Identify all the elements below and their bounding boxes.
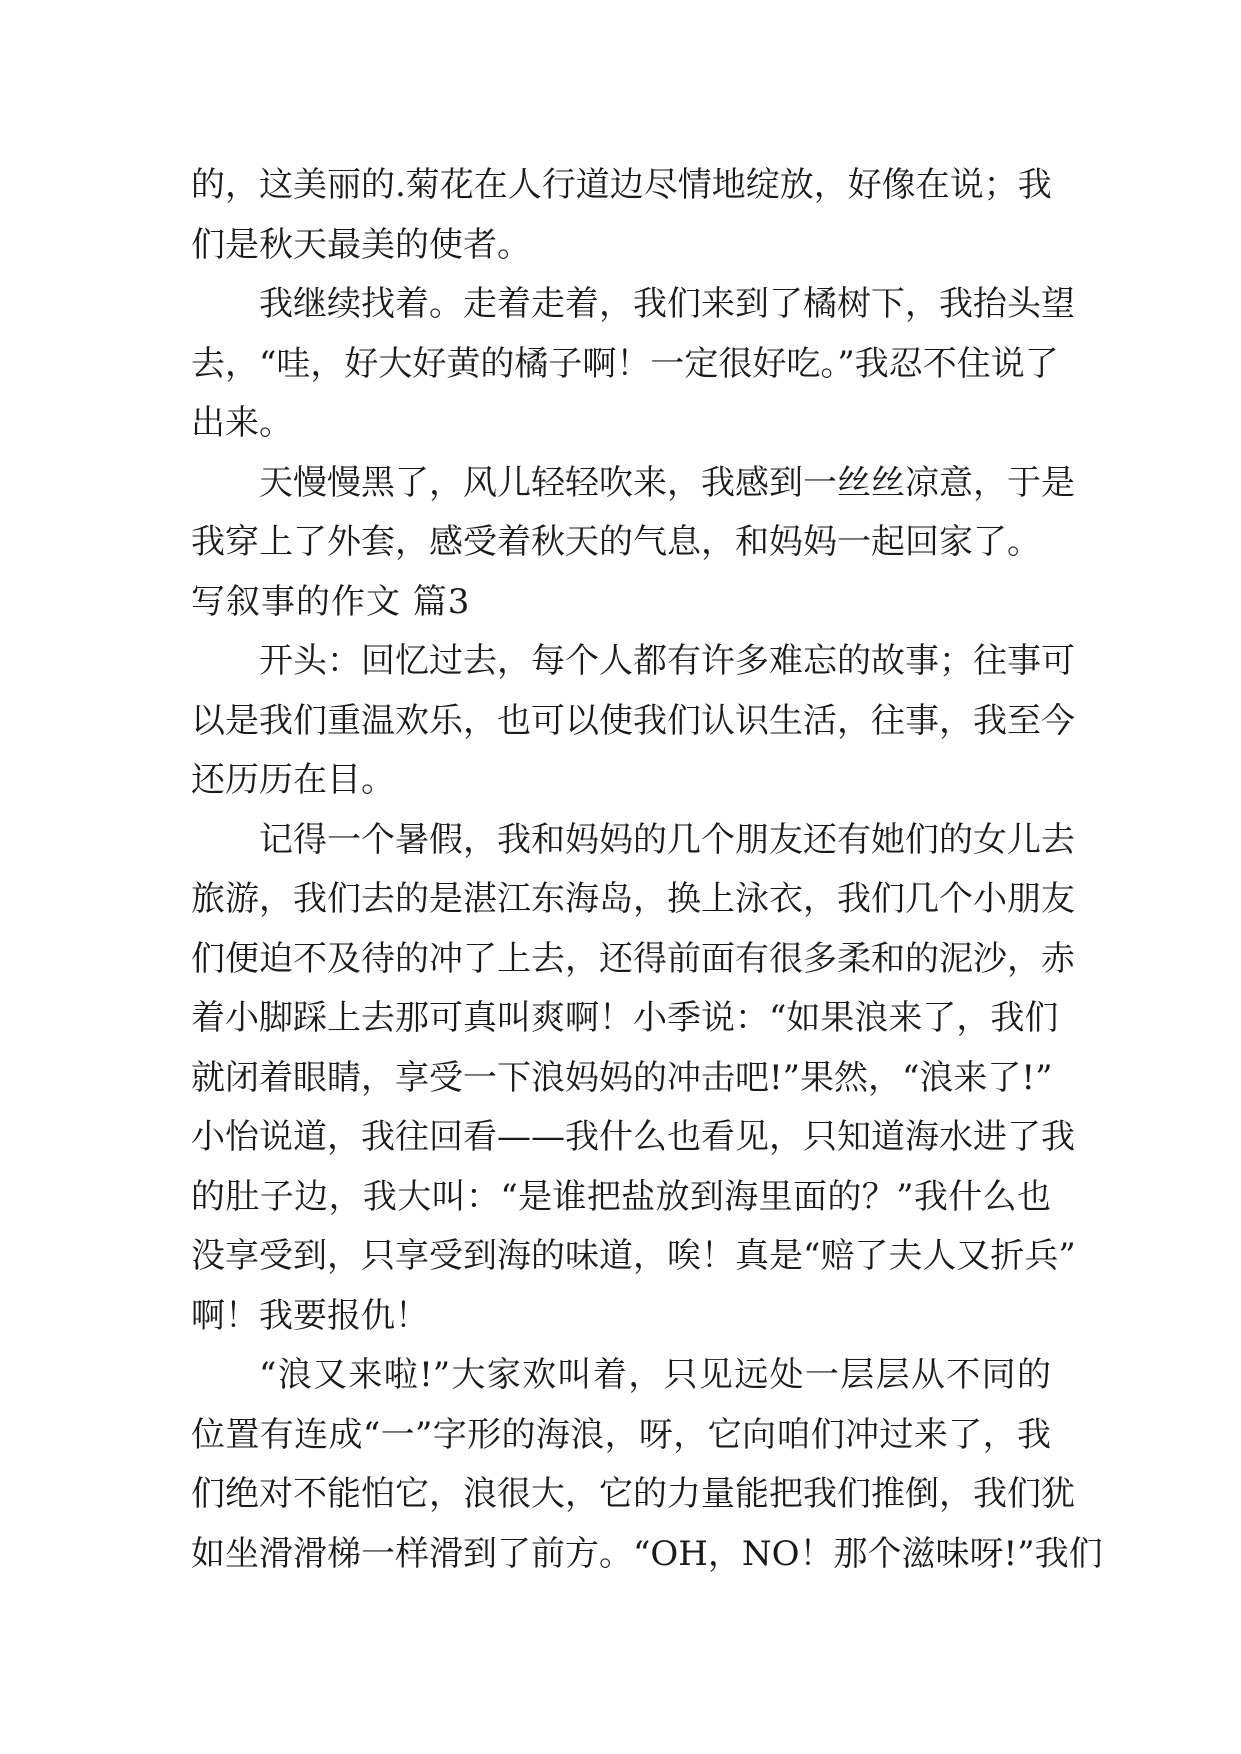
text-line: 天慢慢黑了，风儿轻轻吹来，我感到一丝丝凉意，于是 bbox=[259, 462, 1075, 503]
text-line: 开头：回忆过去，每个人都有许多难忘的故事；往事可 bbox=[259, 641, 1075, 681]
text-line: 我穿上了外套，感受着秋天的气息，和妈妈一起回家了。 bbox=[191, 522, 1041, 562]
text-line: 的，这美丽的.菊花在人行道边尽情地绽放，好像在说；我 bbox=[191, 165, 1052, 205]
text-line: 们绝对不能怕它，浪很大，它的力量能把我们推倒，我们犹 bbox=[191, 1474, 1075, 1514]
text-line: 没享受到，只享受到海的味道，唉！真是“赔了夫人又折兵” bbox=[191, 1236, 1076, 1276]
text-line: 还历历在目。 bbox=[191, 760, 395, 800]
text-line: 记得一个暑假，我和妈妈的几个朋友还有她们的女儿去 bbox=[259, 819, 1075, 860]
text-line: 以是我们重温欢乐，也可以使我们认识生活，往事，我至今 bbox=[191, 700, 1075, 741]
paragraph bbox=[191, 454, 1075, 573]
text-line: 们便迫不及待的冲了上去，还得前面有很多柔和的泥沙，赤 bbox=[191, 938, 1075, 979]
text-line: 们是秋天最美的使者。 bbox=[191, 224, 531, 265]
text-line: 位置有连成“一”字形的海浪，呀，它向咱们冲过来了，我 bbox=[191, 1414, 1051, 1455]
text-line: 就闭着眼睛，享受一下浪妈妈的冲击吧!”果然，“浪来了!” bbox=[191, 1057, 1053, 1098]
paragraph bbox=[191, 632, 1075, 811]
text-line: 旅游，我们去的是湛江东海岛，换上泳衣，我们几个小朋友 bbox=[191, 879, 1075, 919]
text-line: “浪又来啦!”大家欢叫着，只见远处一层层从不同的 bbox=[259, 1355, 1051, 1395]
text-line: 的肚子边，我大叫：“是谁把盐放到海里面的？”我什么也 bbox=[191, 1176, 1051, 1217]
text-line: 我继续找着。走着走着，我们来到了橘树下，我抬头望 bbox=[259, 284, 1075, 324]
section-heading: 写叙事的作文 篇3 bbox=[191, 581, 471, 622]
text-line: 去，“哇，好大好黄的橘子啊！一定很好吃。”我忍不住说了 bbox=[191, 343, 1059, 384]
text-line: 如坐滑滑梯一样滑到了前方。“OH，NO！那个滋味呀!”我们 bbox=[191, 1533, 1103, 1574]
text-line: 小怡说道，我往回看——我什么也看见，只知道海水进了我 bbox=[191, 1117, 1075, 1157]
document-body bbox=[191, 156, 1103, 1584]
paragraph bbox=[191, 1346, 1103, 1584]
text-line: 出来。 bbox=[191, 403, 293, 443]
paragraph bbox=[191, 811, 1076, 1347]
text-line: 啊！我要报仇！ bbox=[191, 1295, 429, 1336]
text-line: 着小脚踩上去那可真叫爽啊！小季说：“如果浪来了，我们 bbox=[191, 998, 1059, 1038]
paragraph bbox=[191, 156, 1051, 275]
paragraph bbox=[191, 275, 1075, 454]
